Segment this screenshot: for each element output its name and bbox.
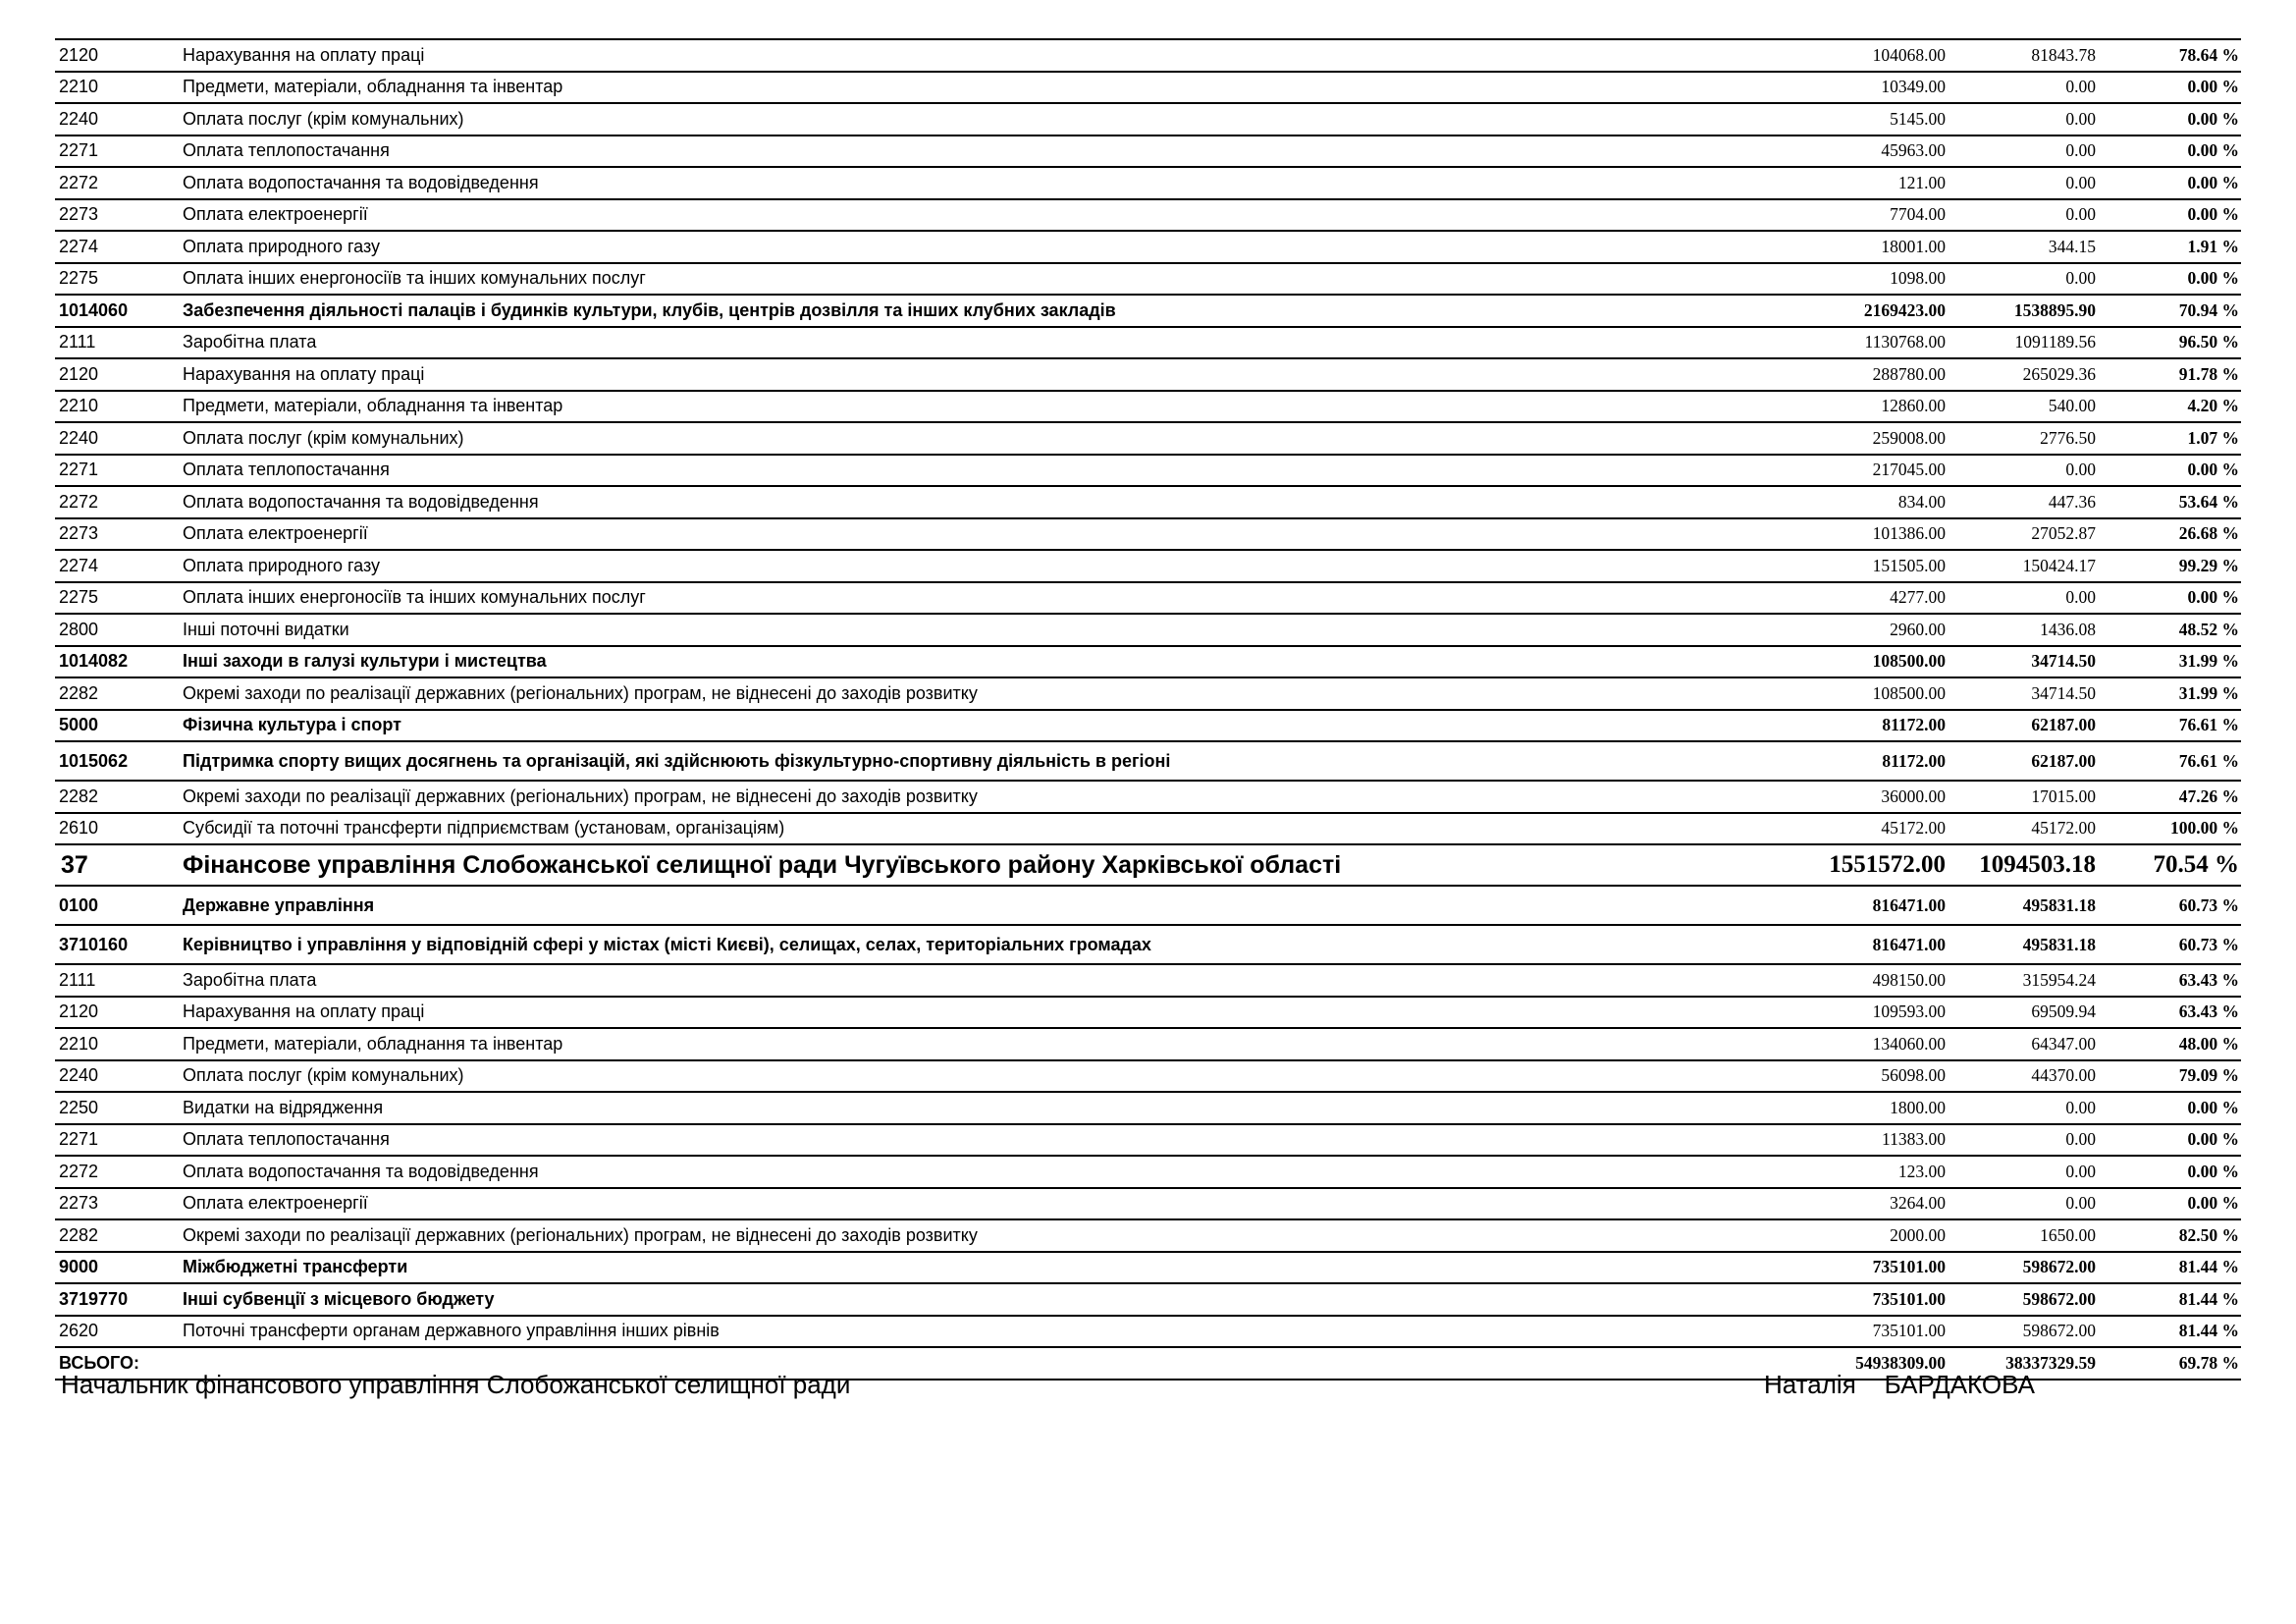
row-fact-cell: 0.00: [1948, 1092, 2098, 1124]
row-code-cell: 2282: [55, 781, 183, 813]
row-code-cell: 2272: [55, 167, 183, 199]
table-row: [55, 1028, 2241, 1060]
row-fact-cell: 1094503.18: [1948, 844, 2098, 886]
row-fact-cell: 495831.18: [1948, 886, 2098, 925]
table-row: [55, 327, 2241, 359]
table-row: [55, 886, 2241, 925]
row-plan-cell: 2960.00: [1797, 614, 1948, 646]
row-percent-cell: 91.78 %: [2098, 358, 2241, 391]
row-percent-cell: 69.78 %: [2098, 1347, 2241, 1380]
row-plan-cell: 45963.00: [1797, 135, 1948, 168]
row-fact-cell: 540.00: [1948, 391, 2098, 423]
row-code-cell: 2273: [55, 199, 183, 232]
row-percent-cell: 63.43 %: [2098, 997, 2241, 1029]
signature-name: Наталія БАРДАКОВА: [1764, 1370, 2035, 1399]
row-percent-cell: 53.64 %: [2098, 486, 2241, 518]
row-fact-cell: 598672.00: [1948, 1283, 2098, 1316]
row-name-cell: Оплата теплопостачання: [183, 135, 1797, 168]
row-code-cell: 2120: [55, 39, 183, 72]
row-percent-cell: 0.00 %: [2098, 72, 2241, 104]
row-name-cell: Забезпечення діяльності палаців і будинків культури, клубів, центрів дозвілля та інших клубних закладів: [183, 295, 1797, 327]
row-plan-cell: 36000.00: [1797, 781, 1948, 813]
row-percent-cell: 0.00 %: [2098, 135, 2241, 168]
row-percent-cell: 100.00 %: [2098, 813, 2241, 845]
row-code-cell: 5000: [55, 710, 183, 742]
row-code-cell: 2240: [55, 103, 183, 135]
row-fact-cell: 2776.50: [1948, 422, 2098, 455]
row-plan-cell: 2169423.00: [1797, 295, 1948, 327]
row-code-cell: 2271: [55, 135, 183, 168]
row-fact-cell: 0.00: [1948, 582, 2098, 615]
row-percent-cell: 79.09 %: [2098, 1060, 2241, 1093]
row-name-cell: Предмети, матеріали, обладнання та інвентар: [183, 391, 1797, 423]
row-code-cell: 0100: [55, 886, 183, 925]
table-row: [55, 1188, 2241, 1220]
row-fact-cell: 27052.87: [1948, 518, 2098, 551]
row-percent-cell: 70.54 %: [2098, 844, 2241, 886]
row-percent-cell: 0.00 %: [2098, 263, 2241, 296]
row-name-cell: Оплата теплопостачання: [183, 1124, 1797, 1157]
row-code-cell: 3719770: [55, 1283, 183, 1316]
row-fact-cell: 0.00: [1948, 1124, 2098, 1157]
table-row: [55, 455, 2241, 487]
row-code-cell: 3710160: [55, 925, 183, 964]
row-code-cell: 2120: [55, 997, 183, 1029]
row-name-cell: Міжбюджетні трансферти: [183, 1252, 1797, 1284]
row-fact-cell: 315954.24: [1948, 964, 2098, 997]
row-plan-cell: 123.00: [1797, 1156, 1948, 1188]
row-name-cell: Нарахування на оплату праці: [183, 358, 1797, 391]
row-fact-cell: 0.00: [1948, 167, 2098, 199]
row-code-cell: 9000: [55, 1252, 183, 1284]
row-name-cell: Нарахування на оплату праці: [183, 39, 1797, 72]
row-fact-cell: 0.00: [1948, 103, 2098, 135]
row-name-cell: Субсидії та поточні трансферти підприємствам (установам, організаціям): [183, 813, 1797, 845]
row-name-cell: Окремі заходи по реалізації державних (регіональних) програм, не віднесені до заходів розвитку: [183, 1219, 1797, 1252]
table-row: [55, 167, 2241, 199]
budget-report-page: [55, 38, 2241, 1380]
row-percent-cell: 81.44 %: [2098, 1252, 2241, 1284]
row-plan-cell: 259008.00: [1797, 422, 1948, 455]
row-fact-cell: 0.00: [1948, 1188, 2098, 1220]
row-fact-cell: 150424.17: [1948, 550, 2098, 582]
row-code-cell: 2282: [55, 1219, 183, 1252]
row-code-cell: 2210: [55, 72, 183, 104]
row-fact-cell: 34714.50: [1948, 677, 2098, 710]
row-percent-cell: 47.26 %: [2098, 781, 2241, 813]
row-code-cell: 2272: [55, 486, 183, 518]
table-row: [55, 925, 2241, 964]
row-code-cell: 2210: [55, 1028, 183, 1060]
row-code-cell: 37: [55, 844, 183, 886]
row-plan-cell: 104068.00: [1797, 39, 1948, 72]
row-plan-cell: 12860.00: [1797, 391, 1948, 423]
row-code-cell: 2274: [55, 231, 183, 263]
row-percent-cell: 0.00 %: [2098, 167, 2241, 199]
table-row: [55, 1124, 2241, 1157]
table-row: [55, 1316, 2241, 1348]
table-row: [55, 1060, 2241, 1093]
table-row: [55, 39, 2241, 72]
row-name-cell: Фінансове управління Слобожанської селищної ради Чугуївського району Харківської області: [183, 844, 1797, 886]
row-percent-cell: 26.68 %: [2098, 518, 2241, 551]
row-plan-cell: 4277.00: [1797, 582, 1948, 615]
row-name-cell: Оплата інших енергоносіїв та інших комунальних послуг: [183, 263, 1797, 296]
row-name-cell: Нарахування на оплату праці: [183, 997, 1797, 1029]
row-percent-cell: 76.61 %: [2098, 741, 2241, 781]
row-code-cell: 2273: [55, 518, 183, 551]
row-fact-cell: 447.36: [1948, 486, 2098, 518]
row-fact-cell: 344.15: [1948, 231, 2098, 263]
row-fact-cell: 0.00: [1948, 135, 2098, 168]
row-fact-cell: 69509.94: [1948, 997, 2098, 1029]
row-code-cell: 2273: [55, 1188, 183, 1220]
table-row: [55, 646, 2241, 678]
row-fact-cell: 0.00: [1948, 72, 2098, 104]
row-code-cell: 2271: [55, 455, 183, 487]
row-code-cell: 2120: [55, 358, 183, 391]
row-plan-cell: 10349.00: [1797, 72, 1948, 104]
row-percent-cell: 81.44 %: [2098, 1283, 2241, 1316]
row-fact-cell: 495831.18: [1948, 925, 2098, 964]
table-row: [55, 391, 2241, 423]
expenditure-table: [55, 38, 2241, 1380]
row-plan-cell: 816471.00: [1797, 925, 1948, 964]
row-percent-cell: 78.64 %: [2098, 39, 2241, 72]
row-percent-cell: 81.44 %: [2098, 1316, 2241, 1348]
row-code-cell: 2111: [55, 964, 183, 997]
row-plan-cell: 134060.00: [1797, 1028, 1948, 1060]
row-name-cell: Оплата водопостачання та водовідведення: [183, 167, 1797, 199]
row-plan-cell: 81172.00: [1797, 741, 1948, 781]
row-percent-cell: 82.50 %: [2098, 1219, 2241, 1252]
row-fact-cell: 0.00: [1948, 263, 2098, 296]
row-percent-cell: 4.20 %: [2098, 391, 2241, 423]
table-row: [55, 422, 2241, 455]
table-row: [55, 614, 2241, 646]
row-percent-cell: 60.73 %: [2098, 886, 2241, 925]
row-name-cell: Оплата інших енергоносіїв та інших комунальних послуг: [183, 582, 1797, 615]
table-row: [55, 1219, 2241, 1252]
row-fact-cell: 0.00: [1948, 1156, 2098, 1188]
row-plan-cell: 217045.00: [1797, 455, 1948, 487]
row-percent-cell: 0.00 %: [2098, 582, 2241, 615]
signature-block: [61, 1370, 2063, 1409]
table-body: [55, 39, 2241, 1380]
row-fact-cell: 0.00: [1948, 199, 2098, 232]
table-row: [55, 813, 2241, 845]
row-code-cell: 2250: [55, 1092, 183, 1124]
row-percent-cell: 96.50 %: [2098, 327, 2241, 359]
row-name-cell: Державне управління: [183, 886, 1797, 925]
row-percent-cell: 0.00 %: [2098, 1156, 2241, 1188]
table-row: [55, 781, 2241, 813]
table-row: [55, 518, 2241, 551]
row-percent-cell: 63.43 %: [2098, 964, 2241, 997]
table-row: [55, 1156, 2241, 1188]
row-code-cell: 2275: [55, 263, 183, 296]
row-code-cell: 2610: [55, 813, 183, 845]
table-row: [55, 741, 2241, 781]
row-percent-cell: 31.99 %: [2098, 677, 2241, 710]
row-percent-cell: 0.00 %: [2098, 1092, 2241, 1124]
row-code-cell: 2275: [55, 582, 183, 615]
row-percent-cell: 48.52 %: [2098, 614, 2241, 646]
row-fact-cell: 598672.00: [1948, 1252, 2098, 1284]
row-name-cell: Керівництво і управління у відповідній сфері у містах (місті Києві), селищах, селах, територіальних громадах: [183, 925, 1797, 964]
table-row: [55, 263, 2241, 296]
row-plan-cell: 735101.00: [1797, 1252, 1948, 1284]
row-plan-cell: 1551572.00: [1797, 844, 1948, 886]
table-row: [55, 1252, 2241, 1284]
row-percent-cell: 70.94 %: [2098, 295, 2241, 327]
row-plan-cell: 498150.00: [1797, 964, 1948, 997]
table-row: [55, 103, 2241, 135]
row-name-cell: Окремі заходи по реалізації державних (регіональних) програм, не віднесені до заходів розвитку: [183, 781, 1797, 813]
row-percent-cell: 0.00 %: [2098, 1124, 2241, 1157]
row-plan-cell: 735101.00: [1797, 1316, 1948, 1348]
row-fact-cell: 1091189.56: [1948, 327, 2098, 359]
row-name-cell: Оплата електроенергії: [183, 199, 1797, 232]
row-name-cell: Інші субвенції з місцевого бюджету: [183, 1283, 1797, 1316]
table-row: [55, 486, 2241, 518]
table-row: [55, 997, 2241, 1029]
row-percent-cell: 0.00 %: [2098, 455, 2241, 487]
row-percent-cell: 99.29 %: [2098, 550, 2241, 582]
row-plan-cell: 3264.00: [1797, 1188, 1948, 1220]
row-name-cell: Оплата послуг (крім комунальних): [183, 422, 1797, 455]
row-plan-cell: 56098.00: [1797, 1060, 1948, 1093]
row-name-cell: Інші поточні видатки: [183, 614, 1797, 646]
row-plan-cell: 109593.00: [1797, 997, 1948, 1029]
row-fact-cell: 38337329.59: [1948, 1347, 2098, 1380]
row-name-cell: Предмети, матеріали, обладнання та інвентар: [183, 1028, 1797, 1060]
row-code-cell: 2240: [55, 1060, 183, 1093]
table-row: [55, 964, 2241, 997]
row-plan-cell: 101386.00: [1797, 518, 1948, 551]
row-name-cell: Підтримка спорту вищих досягнень та організацій, які здійснюють фізкультурно-спортивну діяльність в регіоні: [183, 741, 1797, 781]
row-plan-cell: 7704.00: [1797, 199, 1948, 232]
row-percent-cell: 0.00 %: [2098, 103, 2241, 135]
row-percent-cell: 48.00 %: [2098, 1028, 2241, 1060]
row-code-cell: 2111: [55, 327, 183, 359]
row-plan-cell: 45172.00: [1797, 813, 1948, 845]
row-fact-cell: 34714.50: [1948, 646, 2098, 678]
row-fact-cell: 1538895.90: [1948, 295, 2098, 327]
row-fact-cell: 44370.00: [1948, 1060, 2098, 1093]
row-fact-cell: 598672.00: [1948, 1316, 2098, 1348]
table-row: [55, 582, 2241, 615]
row-fact-cell: 0.00: [1948, 455, 2098, 487]
table-row: [55, 710, 2241, 742]
row-fact-cell: 17015.00: [1948, 781, 2098, 813]
row-plan-cell: 834.00: [1797, 486, 1948, 518]
row-fact-cell: 62187.00: [1948, 741, 2098, 781]
row-name-cell: Фізична культура і спорт: [183, 710, 1797, 742]
row-fact-cell: 1436.08: [1948, 614, 2098, 646]
row-percent-cell: 76.61 %: [2098, 710, 2241, 742]
row-name-cell: Оплата природного газу: [183, 231, 1797, 263]
table-row: [55, 295, 2241, 327]
row-plan-cell: 1130768.00: [1797, 327, 1948, 359]
row-code-cell: 2282: [55, 677, 183, 710]
row-plan-cell: 121.00: [1797, 167, 1948, 199]
row-code-cell: 2800: [55, 614, 183, 646]
row-plan-cell: 54938309.00: [1797, 1347, 1948, 1380]
row-fact-cell: 62187.00: [1948, 710, 2098, 742]
row-plan-cell: 108500.00: [1797, 646, 1948, 678]
row-code-cell: 1014082: [55, 646, 183, 678]
table-row: [55, 72, 2241, 104]
row-fact-cell: 64347.00: [1948, 1028, 2098, 1060]
row-plan-cell: 735101.00: [1797, 1283, 1948, 1316]
row-plan-cell: 18001.00: [1797, 231, 1948, 263]
row-name-cell: Окремі заходи по реалізації державних (регіональних) програм, не віднесені до заходів розвитку: [183, 677, 1797, 710]
row-percent-cell: 1.91 %: [2098, 231, 2241, 263]
row-name-cell: Оплата водопостачання та водовідведення: [183, 1156, 1797, 1188]
row-code-cell: 1014060: [55, 295, 183, 327]
row-name-cell: Заробітна плата: [183, 964, 1797, 997]
row-code-cell: 2272: [55, 1156, 183, 1188]
row-fact-cell: 1650.00: [1948, 1219, 2098, 1252]
table-row: [55, 1283, 2241, 1316]
row-name-cell: Оплата водопостачання та водовідведення: [183, 486, 1797, 518]
row-percent-cell: 0.00 %: [2098, 1188, 2241, 1220]
row-plan-cell: 81172.00: [1797, 710, 1948, 742]
row-name-cell: Предмети, матеріали, обладнання та інвентар: [183, 72, 1797, 104]
row-fact-cell: 81843.78: [1948, 39, 2098, 72]
row-percent-cell: 1.07 %: [2098, 422, 2241, 455]
table-row: [55, 231, 2241, 263]
signature-title: Начальник фінансового управління Слобожанської селищної ради: [61, 1370, 851, 1399]
row-code-cell: 2240: [55, 422, 183, 455]
row-plan-cell: 5145.00: [1797, 103, 1948, 135]
row-plan-cell: 1098.00: [1797, 263, 1948, 296]
row-name-cell: Оплата теплопостачання: [183, 455, 1797, 487]
row-name-cell: Інші заходи в галузі культури і мистецтва: [183, 646, 1797, 678]
row-name-cell: Оплата послуг (крім комунальних): [183, 1060, 1797, 1093]
row-code-cell: 2620: [55, 1316, 183, 1348]
row-name-cell: Оплата природного газу: [183, 550, 1797, 582]
row-name-cell: Заробітна плата: [183, 327, 1797, 359]
row-percent-cell: 60.73 %: [2098, 925, 2241, 964]
row-percent-cell: 0.00 %: [2098, 199, 2241, 232]
row-plan-cell: 11383.00: [1797, 1124, 1948, 1157]
row-name-cell: Видатки на відрядження: [183, 1092, 1797, 1124]
table-row: [55, 199, 2241, 232]
row-plan-cell: 2000.00: [1797, 1219, 1948, 1252]
row-code-cell: 2274: [55, 550, 183, 582]
row-plan-cell: 288780.00: [1797, 358, 1948, 391]
table-row: [55, 135, 2241, 168]
table-row: [55, 550, 2241, 582]
row-code-cell: 1015062: [55, 741, 183, 781]
row-name-cell: Оплата електроенергії: [183, 1188, 1797, 1220]
row-code-cell: 2271: [55, 1124, 183, 1157]
row-code-cell: 2210: [55, 391, 183, 423]
row-name-cell: Оплата електроенергії: [183, 518, 1797, 551]
row-name-cell: Поточні трансферти органам державного управління інших рівнів: [183, 1316, 1797, 1348]
table-row: [55, 1092, 2241, 1124]
table-row: [55, 844, 2241, 886]
table-row: [55, 358, 2241, 391]
row-percent-cell: 31.99 %: [2098, 646, 2241, 678]
row-plan-cell: 151505.00: [1797, 550, 1948, 582]
row-fact-cell: 265029.36: [1948, 358, 2098, 391]
row-name-cell: Оплата послуг (крім комунальних): [183, 103, 1797, 135]
row-plan-cell: 108500.00: [1797, 677, 1948, 710]
row-fact-cell: 45172.00: [1948, 813, 2098, 845]
row-code-cell: ВСЬОГО:: [55, 1347, 183, 1380]
row-plan-cell: 1800.00: [1797, 1092, 1948, 1124]
table-row: [55, 677, 2241, 710]
row-plan-cell: 816471.00: [1797, 886, 1948, 925]
